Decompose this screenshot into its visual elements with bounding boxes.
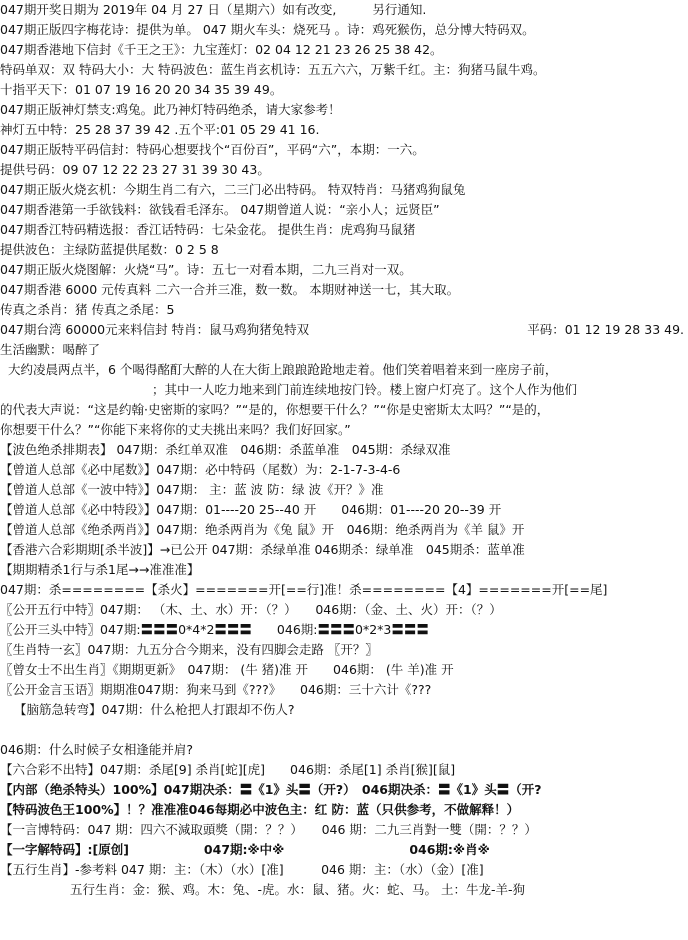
doc-line: 047期香港 6000 元传真料 二六一合并三准，数一数。 本期财神送一七，其大取。 [0, 282, 460, 297]
doc-line: 【一字解特码】:[原创] 047期:※中※ 046期:※肖※ [0, 842, 490, 857]
doc-line: 【六合彩不出特】047期：杀尾[9] 杀肖[蛇][虎] 046期：杀尾[1] 杀肖[猴][鼠] [0, 762, 456, 777]
doc-line: 【曾道人总部《必中尾数》】047期：必中特码（尾数）为：2-1-7-3-4-6 [0, 462, 401, 477]
doc-line: 大约凌晨两点半，6 个喝得酩酊大醉的人在大街上踉踉跄跄地走着。他们笑着唱着来到一座房子前， [8, 362, 558, 377]
doc-line: 【特码波色王100%】！？准准准046每期必中波色主：红 防：蓝（只供参考，不做解释！） [0, 802, 520, 817]
doc-line: 【期期精杀1行与杀1尾→→准准准】 [0, 562, 200, 577]
doc-line: 【脑筋急转弯】047期：什么枪把人打跟却不伤人? [14, 702, 295, 717]
doc-line [0, 0, 688, 20]
doc-line: 047期正版火烧玄机：今期生肖二有六，二三门必出特码。 特双特肖：马猪鸡狗鼠兔 [0, 182, 466, 197]
doc-line: 【一言博特码：047 期：四六不減取頭獎（開：？？） 046 期：二九三肖對一雙（開：？？） [0, 822, 537, 837]
flat-code-text: 平码：01 12 19 28 33 49. [527, 322, 684, 337]
doc-line: 047期正版四字梅花诗：提供为单。 047 期火车头：烧死马 。诗：鸡死猴伤，总分博大特码双。 [0, 22, 535, 37]
doc-line: 生活幽默：喝醉了 [0, 342, 101, 357]
doc-line: 【波色绝杀排期表】 047期：杀红单双准 046期：杀蓝单准 045期：杀绿双准 [0, 442, 451, 457]
doc-line: 的代表大声说：“这是约翰·史密斯的家吗？”“是的，你想要干什么？”“你是史密斯太太吗？”“是的， [0, 402, 550, 417]
doc-line [0, 320, 688, 340]
doc-line: 047期正版火烧图解：火烧“马”。诗：五七一对看本期，二九三肖对一双。 [0, 262, 412, 277]
doc-line: 047期香港第一手欲钱料：欲钱看毛泽东。 047期曾道人说：“亲小人；远贤臣” [0, 202, 440, 217]
doc-line: 【香港六合彩期期[杀半波]】→已公开 047期：杀绿单准 046期杀：绿单准 045期杀：蓝单准 [0, 542, 525, 557]
doc-line: 【曾道人总部《绝杀两肖》】047期：绝杀两肖为《兔 鼠》开 046期：绝杀两肖为《羊 鼠》开 [0, 522, 525, 537]
doc-line: 047期香江特码精选报：香江话特码：七朵金花。 提供生肖：虎鸡狗马鼠猪 [0, 222, 416, 237]
doc-line: 【内部（绝杀特头）100%】047期决杀：〓《1》头〓（开?） 046期决杀：〓《1》头〓（开? [0, 782, 542, 797]
doc-line: 〖公开五行中特〗047期： （木、土、水）开：（？） 046期：（金、土、火）开：（？） [0, 602, 502, 617]
doc-line: 047期香港地下信封《千王之王》：九宝莲灯：02 04 12 21 23 26 25 38 42。 [0, 42, 443, 57]
doc-line: 〖曾女士不出生肖〗《期期更新》 047期： (牛 猪)准 开 046期： (牛 羊)准 开 [0, 662, 454, 677]
doc-line: 046期：什么时候子女相逢能并肩? [0, 742, 193, 757]
doc-line: 〖公开金言玉语〗期期准047期：狗来马到《???》 046期：三十六计《??? [0, 682, 432, 697]
doc-line: 【曾道人总部《必中特段》】047期：01----20 25--40 开 046期：01----20 20--39 开 [0, 502, 502, 517]
doc-line: 特码单双：双 特码大小：大 特码波色：蓝生肖玄机诗：五五六六，万紫千红。主：狗猪马鼠牛鸡。 [0, 62, 546, 77]
doc-line: 提供波色：主绿防蓝提供尾数：0 2 5 8 [0, 242, 219, 257]
doc-line: ；其中一人吃力地来到门前连续地按门铃。楼上窗户灯亮了。这个人作为他们 [152, 382, 578, 397]
doc-line: 〖生肖特一玄〗047期：九五分合今期来，没有四脚会走路 〖开？〗 [0, 642, 378, 657]
notice-text: 另行通知. [372, 2, 427, 17]
doc-line: 047期正版特平码信封：特码心想要找个“百份百”，平码“六”，本期：一六。 [0, 142, 425, 157]
doc-line: 十指平天下：01 07 19 16 20 20 34 35 39 49。 [0, 82, 283, 97]
doc-line: 047期：杀========【杀火】=======开[==行]准！杀========【4】=======开[==尾] [0, 582, 608, 597]
taiwan-letter-text: 047期台湾 60000元来料信封 特肖：鼠马鸡狗猪兔特双 [0, 322, 310, 337]
doc-line: 神灯五中特：25 28 37 39 42 .五个平:01 05 29 41 16. [0, 122, 320, 137]
doc-line: 【五行生肖】-参考料 047 期：主：（木）（水）[准] 046 期：主：（水）（金）[准] [0, 862, 484, 877]
doc-line: 【曾道人总部《一波中特》】047期： 主：蓝 波 防：绿 波《开？》准 [0, 482, 384, 497]
doc-line: 你想要干什么？”“你能下来将你的丈夫挑出来吗？我们好回家。” [0, 422, 351, 437]
doc-line: 〖公开三头中特〗047期:〓〓〓0*4*2〓〓〓 046期:〓〓〓0*2*3〓〓〓 [0, 622, 429, 637]
doc-line: 047期正版神灯禁支:鸡兔。此乃神灯特码绝杀，请大家参考！ [0, 102, 341, 117]
doc-line: 传真之杀肖：猪 传真之杀尾：5 [0, 302, 175, 317]
draw-date-text: 047期开奖日期为 2019年 04 月 27 日（星期六）如有改变, [0, 2, 337, 17]
doc-line: 提供号码：09 07 12 22 23 27 31 39 30 43。 [0, 162, 270, 177]
doc-line: 五行生肖：金：猴、鸡。木：兔、-虎。水：鼠、猪。火：蛇、马。 土：牛龙-羊-狗 [70, 882, 526, 897]
